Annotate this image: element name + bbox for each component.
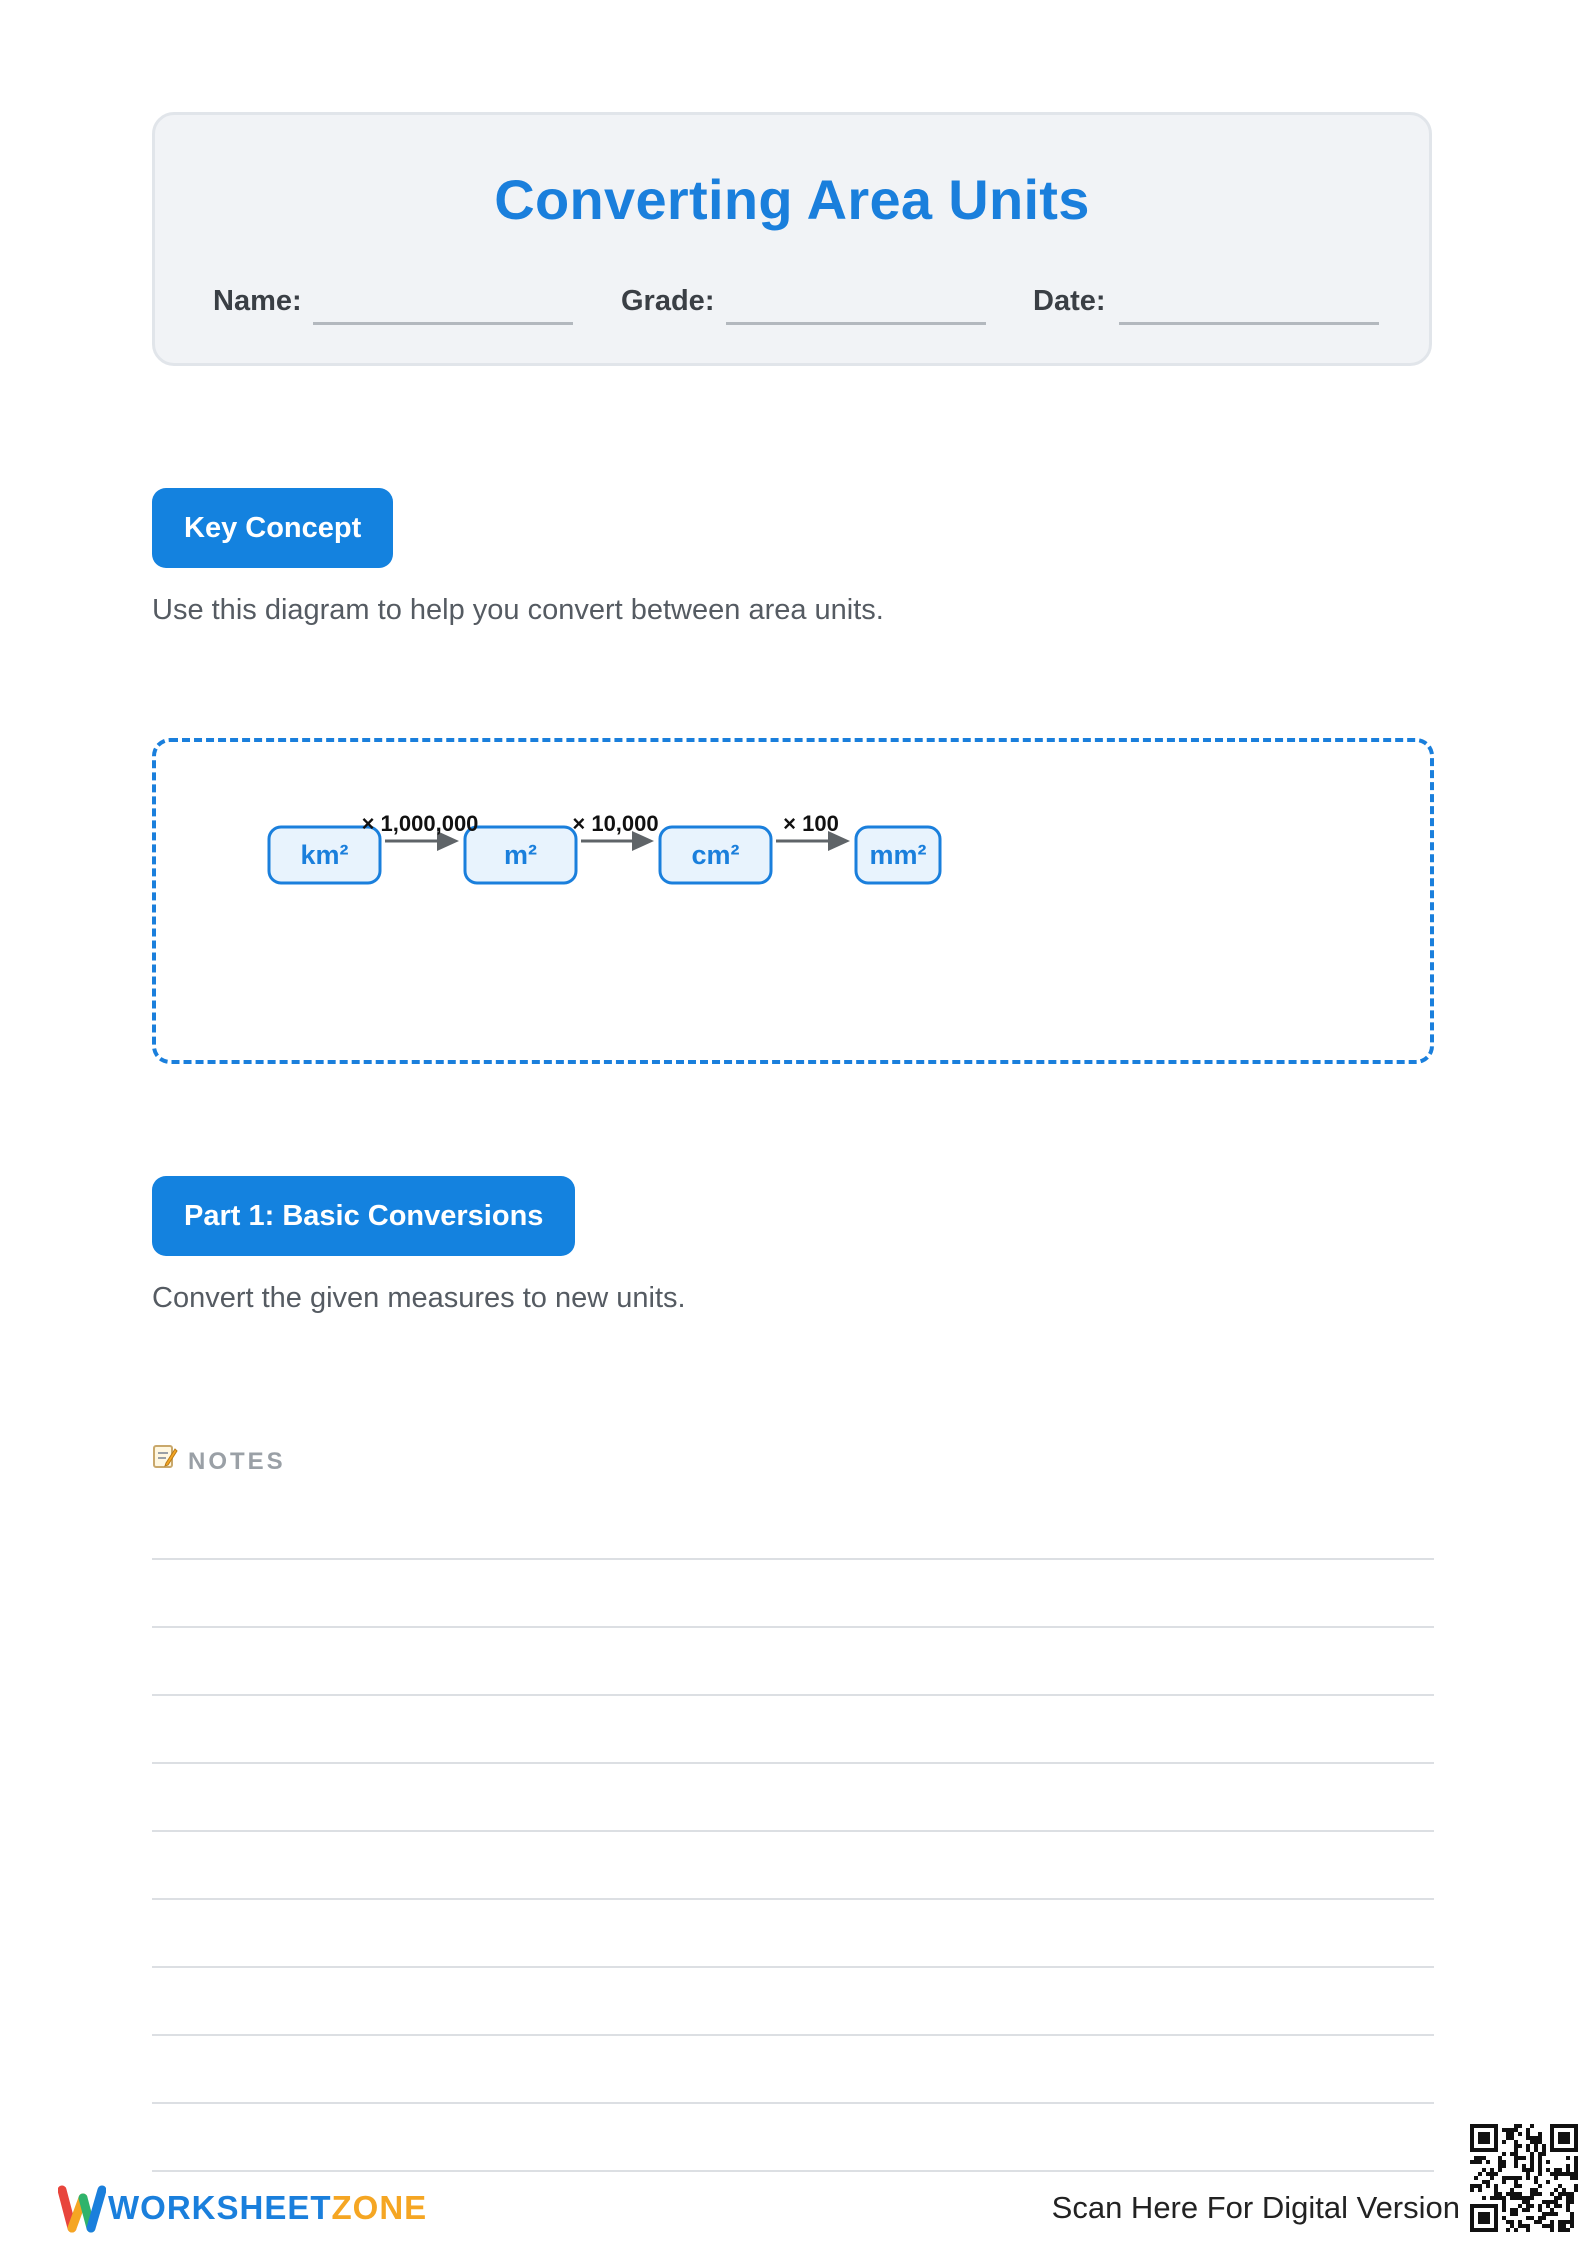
- memo-icon: [152, 1443, 178, 1476]
- name-field[interactable]: [313, 322, 573, 325]
- conversion-diagram: [152, 738, 1434, 1064]
- brand-name: [108, 2189, 427, 2227]
- conversion-factor: × 1,000,000: [361, 811, 479, 836]
- worksheet-header: [152, 112, 1432, 366]
- unit-label: cm²: [691, 840, 740, 870]
- note-line[interactable]: [152, 2102, 1434, 2104]
- notes-label-text: NOTES: [188, 1448, 286, 1475]
- worksheetzone-logo-icon: [58, 2182, 106, 2241]
- qr-code-icon[interactable]: [1470, 2124, 1578, 2237]
- note-line[interactable]: [152, 2170, 1434, 2172]
- conversion-factor: × 100: [783, 811, 839, 836]
- note-line[interactable]: [152, 1762, 1434, 1764]
- note-line[interactable]: [152, 2034, 1434, 2036]
- brand-main: WORKSHEET: [108, 2189, 332, 2226]
- brand-accent: ZONE: [331, 2189, 428, 2226]
- worksheet-title: Converting Area Units: [494, 168, 1090, 231]
- date-label: Date:: [1033, 285, 1106, 317]
- unit-label: mm²: [869, 840, 927, 870]
- note-line[interactable]: [152, 1830, 1434, 1832]
- key-concept-instruction: Use this diagram to help you convert between area units.: [152, 594, 884, 626]
- notes-label: [152, 1443, 286, 1476]
- part1-instruction: Convert the given measures to new units.: [152, 1282, 686, 1314]
- conversion-diagram-svg: [156, 742, 1438, 1068]
- unit-label: m²: [504, 840, 537, 870]
- conversion-factor: × 10,000: [572, 811, 659, 836]
- grade-label: Grade:: [621, 285, 715, 317]
- note-line[interactable]: [152, 1898, 1434, 1900]
- date-field[interactable]: [1119, 322, 1379, 325]
- part1-heading: Part 1: Basic Conversions: [152, 1176, 575, 1256]
- grade-field[interactable]: [726, 322, 986, 325]
- note-line[interactable]: [152, 1558, 1434, 1560]
- note-line[interactable]: [152, 1626, 1434, 1628]
- name-label: Name:: [213, 285, 302, 317]
- key-concept-heading: Key Concept: [152, 488, 393, 568]
- note-line[interactable]: [152, 1966, 1434, 1968]
- unit-label: km²: [300, 840, 349, 870]
- scan-text: Scan Here For Digital Version: [1051, 2190, 1460, 2225]
- note-line[interactable]: [152, 1694, 1434, 1696]
